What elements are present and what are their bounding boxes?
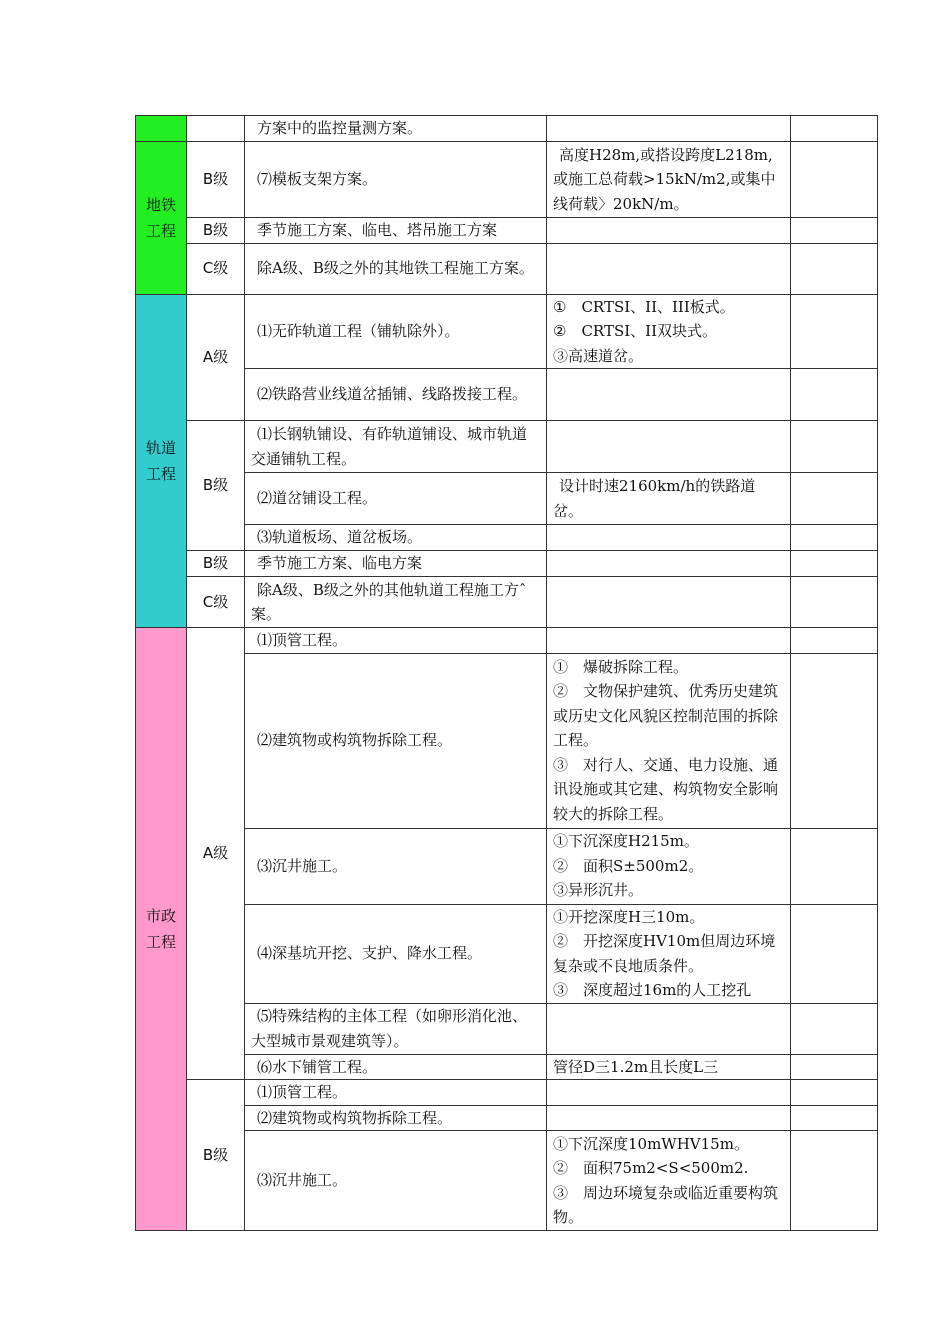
item-cell: ⑶沉井施工。: [245, 828, 547, 904]
construction-plan-table: [135, 115, 878, 1231]
condition-cell: [547, 369, 791, 421]
item-cell: ⑴顶管工程。: [245, 628, 547, 654]
item-cell: ⑵道岔铺设工程。: [245, 473, 547, 525]
level-b: B级: [187, 421, 245, 551]
condition-line: ①开挖深度H三10m。: [553, 907, 705, 926]
note-cell: [791, 628, 878, 654]
item-cell: ⑹水下铺管工程。: [245, 1054, 547, 1080]
item-cell: ⑸特殊结构的主体工程（如卵形消化池、大型城市景观建筑等）。: [245, 1003, 547, 1054]
condition-cell: [547, 628, 791, 654]
condition-line: ② 文物保护建筑、优秀历史建筑或历史文化风貌区控制范围的拆除工程。: [553, 682, 779, 750]
condition-cell: [547, 116, 791, 142]
level-b: B级: [187, 218, 245, 244]
condition-line: ① 爆破拆除工程。: [553, 657, 689, 676]
note-cell: [791, 577, 878, 628]
level-c: C级: [187, 243, 245, 294]
condition-cell: [547, 577, 791, 628]
level-b: B级: [187, 1080, 245, 1231]
note-cell: [791, 1105, 878, 1131]
note-cell: [791, 1054, 878, 1080]
category-track: 轨道 工程: [136, 294, 187, 628]
condition-cell: [547, 653, 791, 828]
note-cell: [791, 525, 878, 551]
condition-line: ①下沉深度10mWHV15m。: [553, 1134, 749, 1153]
condition-line: 管径D三1.2m且长度L三: [553, 1057, 719, 1076]
item-cell: ⑴无砟轨道工程（铺轨除外）。: [245, 294, 547, 369]
condition-line: ③ 深度超过16m的人工挖孔: [553, 981, 752, 999]
item-cell: ⑶沉井施工。: [245, 1131, 547, 1231]
item-cell: ⑵建筑物或构筑物拆除工程。: [245, 653, 547, 828]
category-cell: [136, 116, 187, 142]
note-cell: [791, 294, 878, 369]
item-cell: ⑵建筑物或构筑物拆除工程。: [245, 1105, 547, 1131]
note-cell: [791, 369, 878, 421]
item-cell: ⑵铁路营业线道岔插铺、线路拨接工程。: [245, 369, 547, 421]
condition-cell: [547, 828, 791, 904]
note-cell: [791, 142, 878, 218]
condition-cell: [547, 1003, 791, 1054]
item-cell: 方案中的监控量测方案。: [245, 116, 547, 142]
level-a: A级: [187, 628, 245, 1080]
item-cell: 季节施工方案、临电方案: [245, 551, 547, 577]
condition-line: ① CRTSI、II、III板式。: [553, 297, 735, 316]
condition-line: ③高速道岔。: [553, 346, 644, 365]
note-cell: [791, 551, 878, 577]
note-cell: [791, 243, 878, 294]
condition-line: ② 面积75m2<S<500m2.: [553, 1159, 749, 1177]
level-a: A级: [187, 294, 245, 421]
item-cell: 除A级、B级之外的其他轨道工程施工方ˆ案。: [245, 577, 547, 628]
item-cell: 季节施工方案、临电、塔吊施工方案: [245, 218, 547, 244]
item-cell: 除A级、B级之外的其地铁工程施工方案。: [245, 243, 547, 294]
level-b: B级: [187, 551, 245, 577]
condition-line: ③ 周边环境复杂或临近重要构筑物。: [553, 1183, 779, 1226]
note-cell: [791, 1003, 878, 1054]
condition-cell: [547, 1080, 791, 1106]
condition-cell: [547, 1105, 791, 1131]
note-cell: [791, 1131, 878, 1231]
item-cell: ⑴顶管工程。: [245, 1080, 547, 1106]
condition-cell: 高度H28m,或搭设跨度L218m,或施工总荷载>15kN/m2,或集中线荷载〉20kN/m。: [547, 142, 791, 218]
condition-line: ② CRTSI、II双块式。: [553, 322, 718, 340]
condition-cell: [547, 525, 791, 551]
note-cell: [791, 116, 878, 142]
item-cell: ⑴长钢轨铺设、有砟轨道铺设、城市轨道交通铺轨工程。: [245, 421, 547, 473]
condition-line: ② 面积S±500m2。: [553, 856, 704, 875]
condition-cell: 设计时速2160km/h的铁路道岔。: [547, 473, 791, 525]
note-cell: [791, 828, 878, 904]
condition-cell: [547, 243, 791, 294]
condition-line: ①下沉深度H215m。: [553, 832, 699, 851]
condition-line: ② 开挖深度HV10m但周边环境复杂或不良地质条件。: [553, 932, 776, 975]
condition-line: ③异形沉井。: [553, 881, 644, 900]
condition-cell: [547, 551, 791, 577]
note-cell: [791, 473, 878, 525]
note-cell: [791, 421, 878, 473]
item-cell: ⑺模板支架方案。: [245, 142, 547, 218]
note-cell: [791, 1080, 878, 1106]
note-cell: [791, 904, 878, 1003]
condition-cell: [547, 1131, 791, 1231]
item-cell: ⑶轨道板场、道岔板场。: [245, 525, 547, 551]
condition-cell: [547, 218, 791, 244]
category-subway: 地铁 工程: [136, 142, 187, 295]
level-c: C级: [187, 577, 245, 628]
condition-cell: [547, 421, 791, 473]
condition-cell: [547, 294, 791, 369]
item-cell: ⑷深基坑开挖、支护、降水工程。: [245, 904, 547, 1003]
condition-line: ③ 对行人、交通、电力设施、通讯设施或其它建、构筑物安全影响较大的拆除工程。: [553, 755, 779, 823]
condition-cell: [547, 1054, 791, 1080]
note-cell: [791, 653, 878, 828]
note-cell: [791, 218, 878, 244]
level-cell: [187, 116, 245, 142]
condition-cell: [547, 904, 791, 1003]
level-b: B级: [187, 142, 245, 218]
category-municipal: 市政 工程: [136, 628, 187, 1231]
